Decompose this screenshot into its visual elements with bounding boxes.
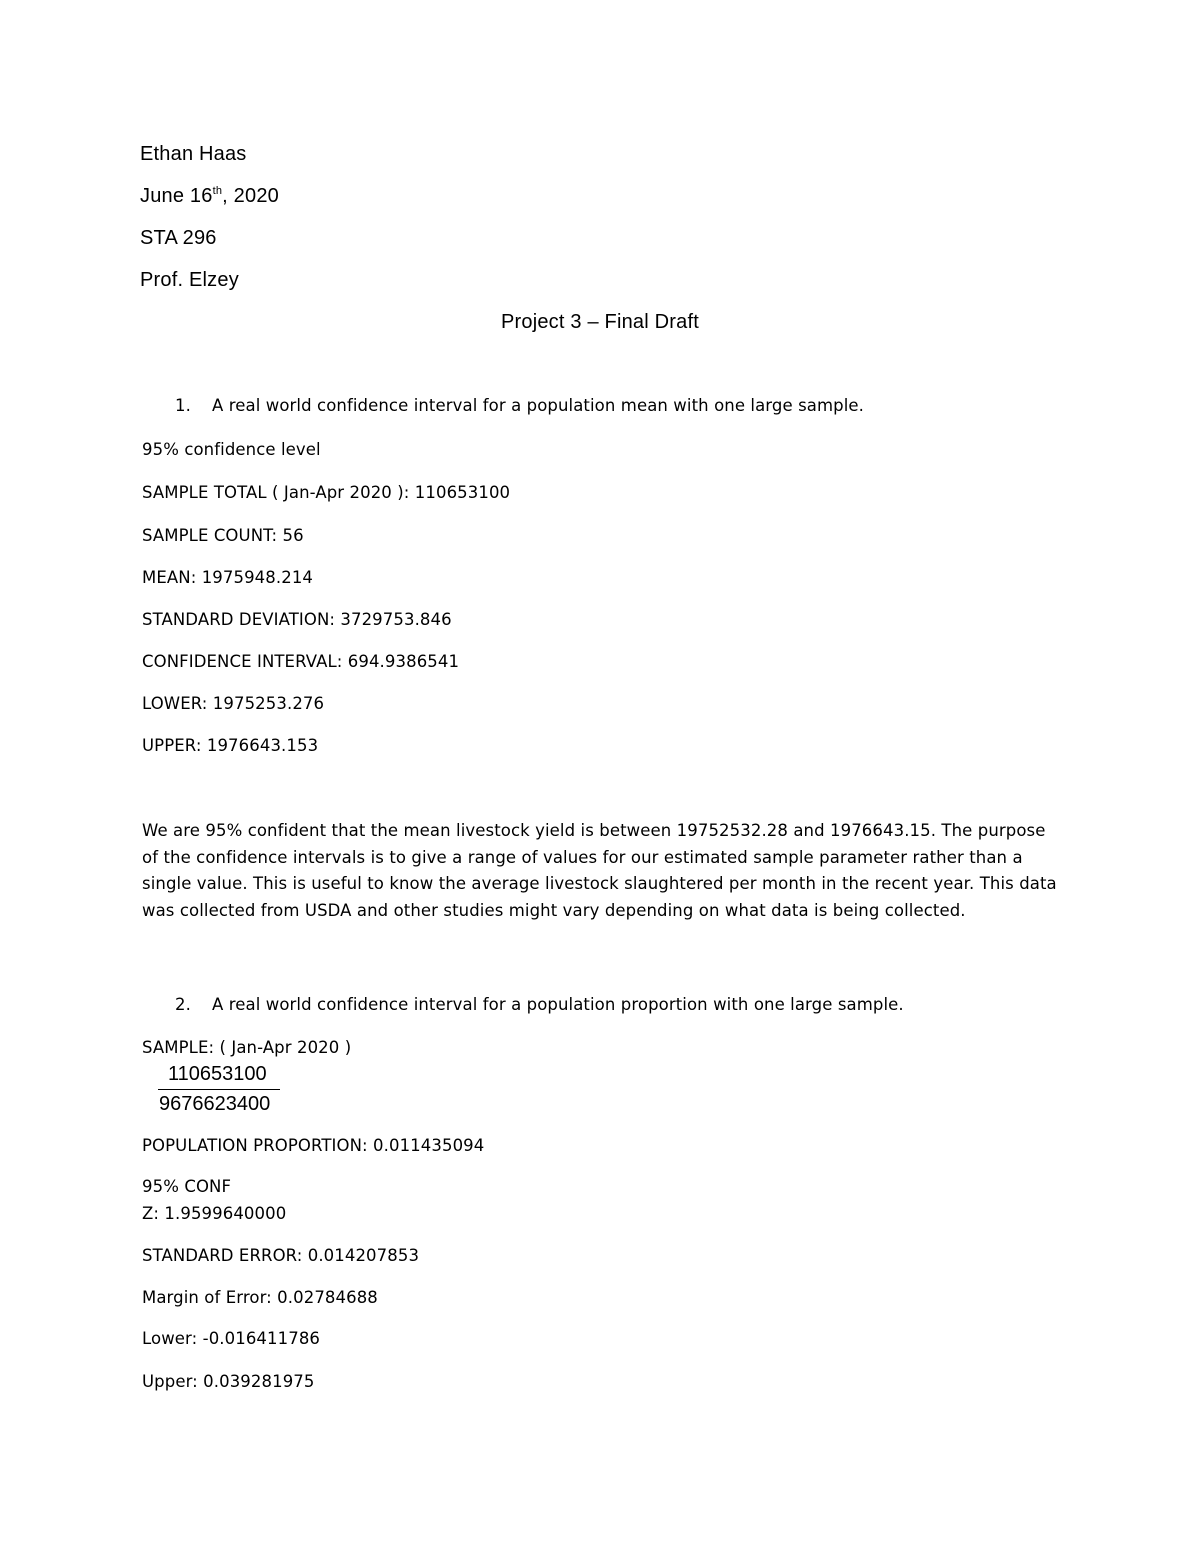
z-value: Z: 1.9599640000 — [142, 1204, 287, 1223]
date — [140, 186, 279, 206]
population-proportion: POPULATION PROPORTION: 0.011435094 — [142, 1136, 485, 1155]
lower-bound: Lower: -0.016411786 — [142, 1329, 321, 1348]
standard-error: STANDARD ERROR: 0.014207853 — [142, 1246, 420, 1265]
section1-line: UPPER: 1976643.153 — [142, 736, 319, 755]
fraction-denominator: 9676623400 — [159, 1093, 271, 1115]
section1-line: SAMPLE COUNT: 56 — [142, 526, 304, 545]
sample-label: SAMPLE: ( Jan-Apr 2020 ) — [142, 1038, 352, 1057]
date-suffix: , 2020 — [222, 185, 279, 207]
section1-line: MEAN: 1975948.214 — [142, 568, 314, 587]
section2-heading: A real world confidence interval for a population proportion with one large sample. — [212, 995, 904, 1014]
upper-bound: Upper: 0.039281975 — [142, 1372, 315, 1391]
section1-line: 95% confidence level — [142, 440, 321, 459]
professor: Prof. Elzey — [140, 269, 239, 291]
confidence-label: 95% CONF — [142, 1177, 232, 1196]
course: STA 296 — [140, 227, 217, 249]
date-superscript: th — [212, 185, 223, 197]
page-title: Project 3 – Final Draft — [500, 311, 699, 333]
section1-paragraph: We are 95% confident that the mean livestock yield is between 19752532.28 and 1976643.15. The purpose of the confidence intervals is to give a range of values for our estimated sample parameter rather than a single value. This is useful to know the average livestock slaughtered per month in the recent year. This data was collected from USDA and other studies might vary depending on what data is being collected. — [142, 821, 1057, 920]
date-prefix: June 16 — [140, 185, 213, 207]
section1-line: CONFIDENCE INTERVAL: 694.9386541 — [142, 652, 460, 671]
margin-of-error: Margin of Error: 0.02784688 — [142, 1288, 378, 1307]
section1-heading: A real world confidence interval for a population mean with one large sample. — [212, 396, 865, 415]
section1-number: 1. — [175, 396, 191, 415]
fraction-numerator: 110653100 — [168, 1063, 267, 1085]
section1-line: LOWER: 1975253.276 — [142, 694, 325, 713]
section1-line: SAMPLE TOTAL ( Jan-Apr 2020 ): 110653100 — [142, 483, 511, 502]
section1-line: STANDARD DEVIATION: 3729753.846 — [142, 610, 452, 629]
section2-number: 2. — [175, 995, 191, 1014]
author-name: Ethan Haas — [140, 143, 247, 165]
fraction-bar — [158, 1089, 280, 1090]
